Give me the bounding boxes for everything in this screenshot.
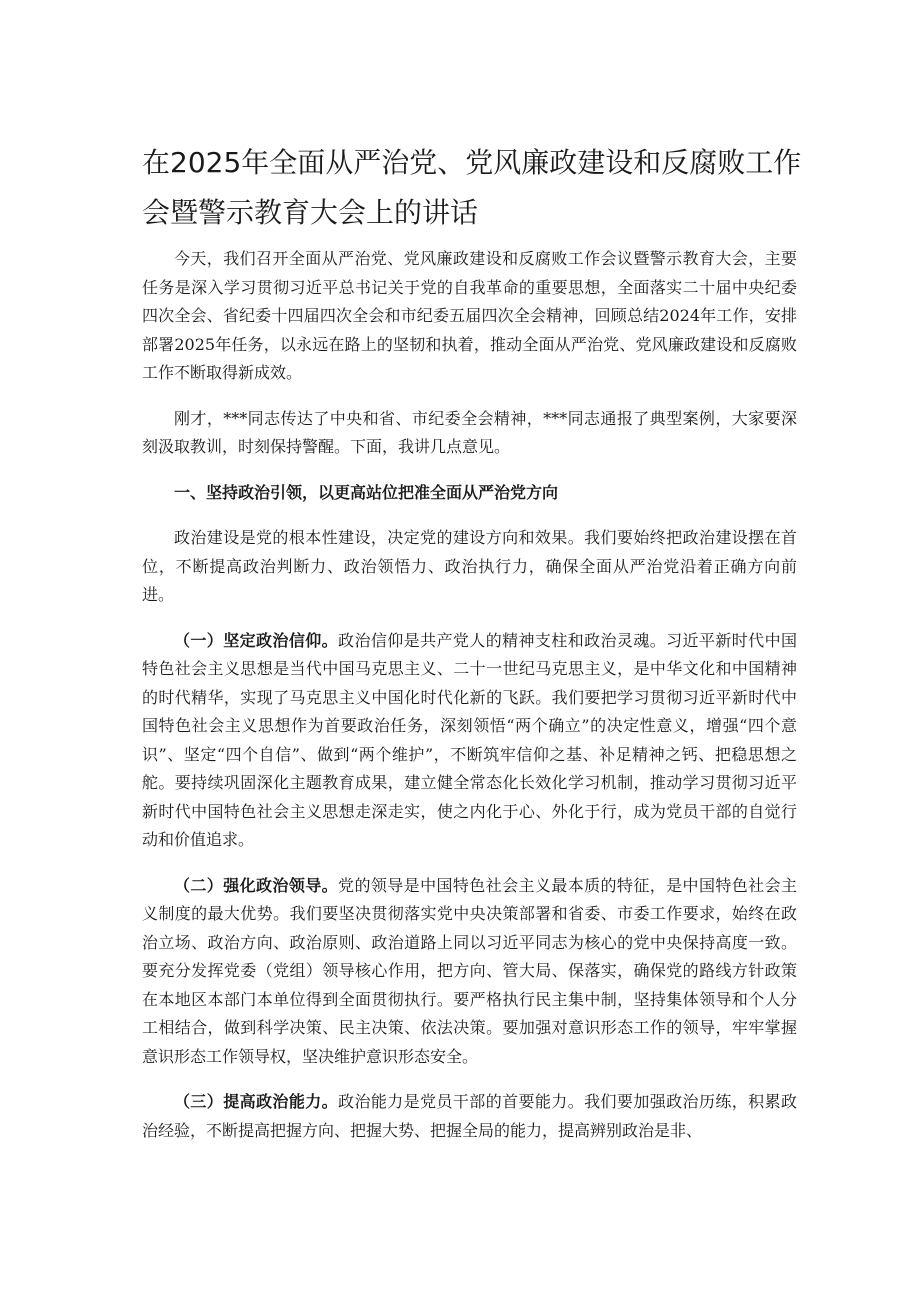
paragraph-text: 政治能力是党员干部的首要能力。我们要加强政治历练，积累政治经验，不断提高把握方向、把握大势、把握全局的能力，提高辨别政治是非、 bbox=[142, 1092, 797, 1140]
paragraph-text: 政治建设是党的根本性建设，决定党的建设方向和效果。我们要始终把政治建设摆在首位，不断提高政治判断力、政治领悟力、政治执行力，确保全面从严治党沿着正确方向前进。 bbox=[142, 528, 797, 604]
paragraph-transition bbox=[142, 405, 797, 462]
paragraph-text: 刚才，***同志传达了中央和省、市纪委全会精神，***同志通报了典型案例，大家要深刻汲取教训，时刻保持警醒。下面，我讲几点意见。 bbox=[142, 408, 797, 456]
paragraph-intro bbox=[142, 245, 797, 388]
point-lead: （二）强化政治领导。 bbox=[174, 875, 339, 895]
document-body bbox=[142, 245, 797, 1162]
paragraph-section-intro bbox=[142, 524, 797, 610]
point-lead: （一）坚定政治信仰。 bbox=[174, 630, 339, 650]
section-heading-text: 一、坚持政治引领，以更高站位把准全面从严治党方向 bbox=[174, 482, 559, 502]
paragraph-text: 今天，我们召开全面从严治党、党风廉政建设和反腐败工作会议暨警示教育大会，主要任务是深入学习贯彻习近平总书记关于党的自我革命的重要思想，全面落实二十届中央纪委四次全会、省纪委十四届四次全会和市纪委五届四次全会精神，回顾总结2024年工作，安排部署2025年任务，以永远在路上的坚韧和执着，推动全面从严治党、党风廉政建设和反腐败工作不断取得新成效。 bbox=[142, 249, 797, 382]
section-heading-1 bbox=[142, 479, 797, 508]
paragraph-text: 政治信仰是共产党人的精神支柱和政治灵魂。习近平新时代中国特色社会主义思想是当代中国马克思主义、二十一世纪马克思主义，是中华文化和中国精神的时代精华，实现了马克思主义中国化时代化新的飞跃。我们要把学习贯彻习近平新时代中国特色社会主义思想作为首要政治任务，深刻领悟“两个确立”的决定性意义，增强“四个意识”、坚定“四个自信”、做到“两个维护”，不断筑牢信仰之基、补足精神之钙、把稳思想之舵。要持续巩固深化主题教育成果，建立健全常态化长效化学习机制，推动学习贯彻习近平新时代中国特色社会主义思想走深走实，使之内化于心、外化于行，成为党员干部的自觉行动和价值追求。 bbox=[142, 630, 797, 849]
paragraph-point-1 bbox=[142, 627, 797, 855]
paragraph-point-2 bbox=[142, 872, 797, 1072]
paragraph-point-3 bbox=[142, 1088, 797, 1145]
document-title: 在2025年全面从严治党、党风廉政建设和反腐败工作会暨警示教育大会上的讲话 bbox=[142, 146, 802, 229]
point-lead: （三）提高政治能力。 bbox=[174, 1092, 339, 1111]
paragraph-text: 党的领导是中国特色社会主义最本质的特征，是中国特色社会主义制度的最大优势。我们要坚决贯彻落实党中央决策部署和省委、市委工作要求，始终在政治立场、政治方向、政治原则、政治道路上同以习近平同志为核心的党中央保持高度一致。要充分发挥党委（党组）领导核心作用，把方向、管大局、保落实，确保党的路线方针政策在本地区本部门本单位得到全面贯彻执行。要严格执行民主集中制，坚持集体领导和个人分工相结合，做到科学决策、民主决策、依法决策。要加强对意识形态工作的领导，牢牢掌握意识形态工作领导权，坚决维护意识形态安全。 bbox=[142, 875, 797, 1066]
